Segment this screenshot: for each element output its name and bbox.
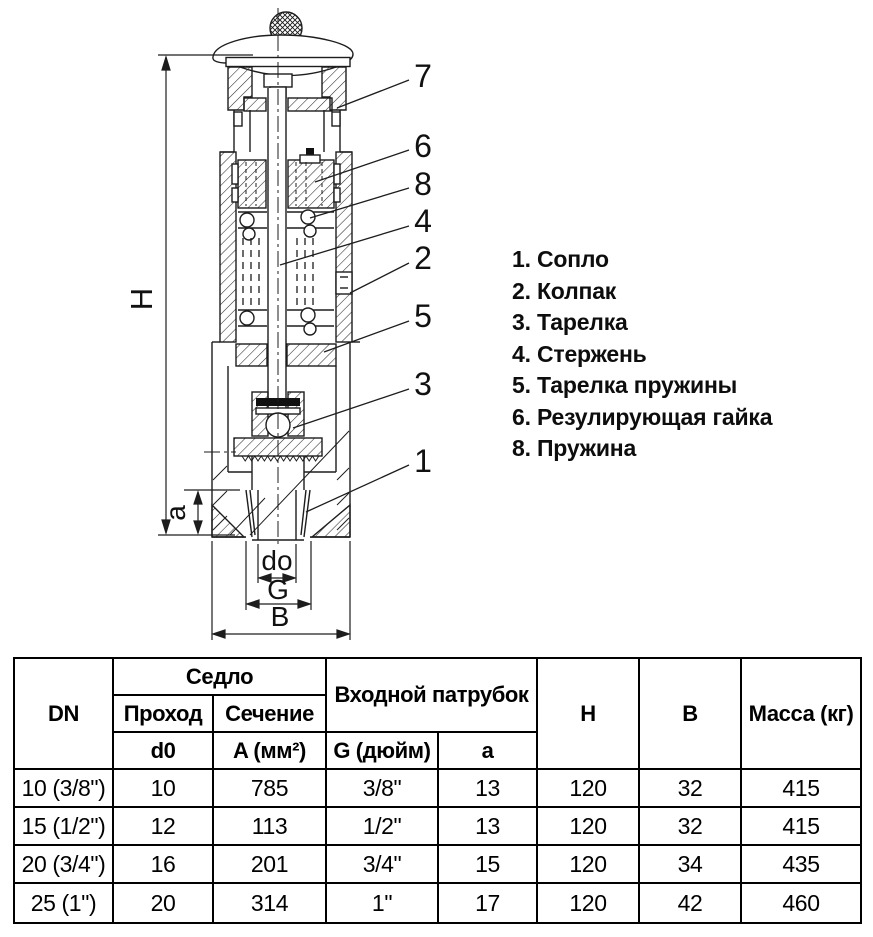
cell-dn: 10 (3/8") [14, 769, 113, 807]
col-header-inlet: Входной патрубок [326, 658, 537, 732]
col-header-dn: DN [14, 658, 113, 769]
cell-a: 17 [438, 883, 537, 923]
cell-a: 15 [438, 845, 537, 883]
cell-d0: 20 [113, 883, 213, 923]
parts-list [512, 244, 772, 465]
cell-h: 120 [537, 769, 639, 807]
col-header-d0: d0 [113, 732, 213, 769]
dim-label-G: G [267, 574, 289, 605]
callout-number-8: 8 [414, 166, 432, 202]
dim-label-B: B [270, 601, 290, 632]
col-header-a-sub: a [438, 732, 537, 769]
cell-g: 3/8" [326, 769, 438, 807]
valve-section-drawing [0, 0, 500, 655]
cell-area: 785 [213, 769, 326, 807]
cell-g: 1/2" [326, 807, 438, 845]
cell-a: 13 [438, 769, 537, 807]
cell-area: 314 [213, 883, 326, 923]
table-row [14, 883, 861, 923]
col-header-sechenie: Сечение [213, 695, 326, 732]
callout-number-5: 5 [414, 298, 432, 334]
table-row [14, 807, 861, 845]
cell-b: 42 [639, 883, 741, 923]
col-header-b: B [639, 658, 741, 769]
dim-label-do: do [261, 545, 293, 576]
cell-h: 120 [537, 807, 639, 845]
col-header-prokhod: Проход [113, 695, 213, 732]
dim-label-H: H [124, 287, 159, 311]
cell-a: 13 [438, 807, 537, 845]
cell-d0: 10 [113, 769, 213, 807]
col-header-h: H [537, 658, 639, 769]
cell-d0: 12 [113, 807, 213, 845]
cell-mass: 435 [741, 845, 861, 883]
callout-number-7: 7 [414, 58, 432, 94]
callout-number-6: 6 [414, 128, 432, 164]
cap-top-plate [226, 58, 350, 67]
callout-number-1: 1 [414, 443, 432, 479]
spec-table [13, 657, 862, 924]
callout-numbers [414, 58, 432, 479]
table-row [14, 845, 861, 883]
cell-b: 32 [639, 807, 741, 845]
spec-table-header [14, 658, 861, 769]
cell-g: 3/4" [326, 845, 438, 883]
cell-area: 113 [213, 807, 326, 845]
cell-dn: 20 (3/4") [14, 845, 113, 883]
col-header-g-inch: G (дюйм) [326, 732, 438, 769]
cell-d0: 16 [113, 845, 213, 883]
cell-mass: 460 [741, 883, 861, 923]
cell-g: 1" [326, 883, 438, 923]
cell-area: 201 [213, 845, 326, 883]
valve-body-geometry [204, 8, 360, 545]
cell-dn: 25 (1") [14, 883, 113, 923]
callout-number-3: 3 [414, 366, 432, 402]
col-header-a-mm: A (мм²) [213, 732, 326, 769]
cell-mass: 415 [741, 769, 861, 807]
cell-b: 32 [639, 769, 741, 807]
parts-list-item: 6. Резулирующая гайка [512, 403, 773, 430]
parts-list-item: 1. Сопло [512, 246, 609, 272]
callout-number-2: 2 [414, 240, 432, 276]
cell-mass: 415 [741, 807, 861, 845]
parts-list-item: 8. Пружина [512, 435, 637, 461]
parts-list-item: 2. Колпак [512, 277, 617, 304]
col-header-sedlo: Седло [113, 658, 326, 695]
col-header-mass: Масса (кг) [741, 658, 861, 769]
cell-h: 120 [537, 845, 639, 883]
parts-list-item: 4. Стержень [512, 340, 647, 367]
cell-h: 120 [537, 883, 639, 923]
parts-list-item: 3. Тарелка [512, 309, 628, 335]
callout-number-4: 4 [414, 203, 432, 239]
dim-label-a: a [160, 505, 191, 521]
table-row [14, 769, 861, 807]
parts-list-item: 5. Тарелка пружины [512, 372, 738, 398]
cell-b: 34 [639, 845, 741, 883]
cell-dn: 15 (1/2") [14, 807, 113, 845]
